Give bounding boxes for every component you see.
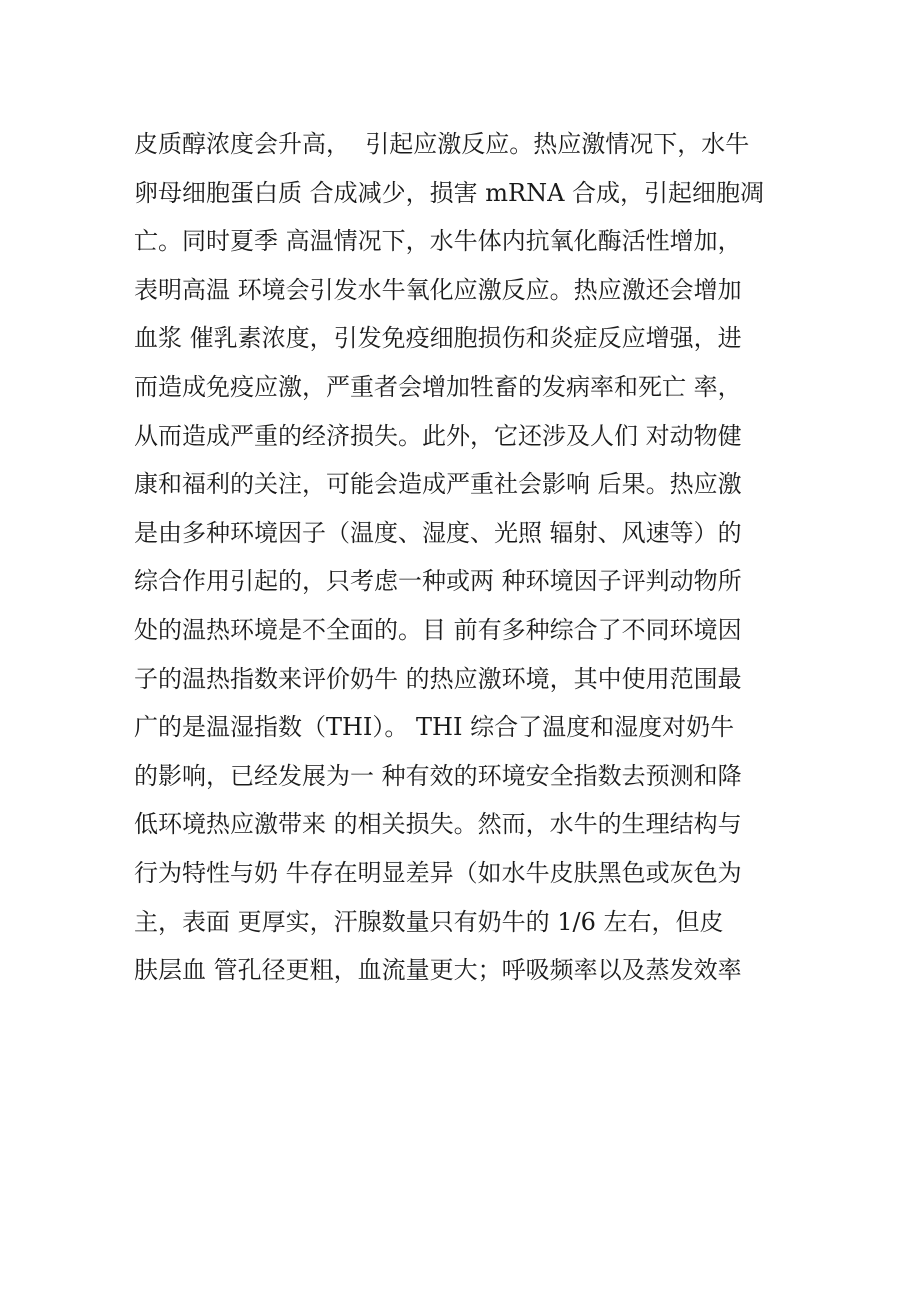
text-line: 广的是温湿指数（THI）。 THI 综合了温度和湿度对奶牛 bbox=[134, 713, 735, 742]
text-line: 低环境热应激带来 的相关损失。然而，水牛的生理结构与 bbox=[134, 810, 742, 839]
text-line: 综合作用引起的，只考虑一种或两 种环境因子评判动物所 bbox=[134, 567, 742, 596]
text-line: 皮质醇浓度会升高， 引起应激反应。热应激情况下，水牛 bbox=[134, 130, 750, 158]
text-line: 行为特性与奶 牛存在明显差异（如水牛皮肤黑色或灰色为 bbox=[134, 858, 742, 887]
text-line: 子的温热指数来评价奶牛 的热应激环境，其中使用范围最 bbox=[134, 664, 742, 693]
text-line: 康和福利的关注，可能会造成严重社会影响 后果。热应激 bbox=[134, 470, 742, 499]
text-line: 处的温热环境是不全面的。目 前有多种综合了不同环境因 bbox=[134, 615, 742, 644]
text-line: 卵母细胞蛋白质 合成减少，损害 mRNA 合成，引起细胞凋 bbox=[134, 178, 765, 207]
text-line: 肤层血 管孔径更粗，血流量更大；呼吸频率以及蒸发效率 bbox=[134, 956, 742, 985]
text-line: 表明高温 环境会引发水牛氧化应激反应。热应激还会增加 bbox=[134, 275, 742, 304]
text-line: 亡。同时夏季 高温情况下，水牛体内抗氧化酶活性增加， bbox=[134, 227, 742, 256]
text-line: 血浆 催乳素浓度，引发免疫细胞损伤和炎症反应增强，进 bbox=[134, 324, 742, 353]
text-line: 从而造成严重的经济损失。此外，它还涉及人们 对动物健 bbox=[134, 421, 742, 450]
body-paragraph bbox=[134, 120, 814, 995]
text-line: 是由多种环境因子（温度、湿度、光照 辐射、风速等）的 bbox=[134, 518, 742, 547]
text-line: 主，表面 更厚实，汗腺数量只有奶牛的 1/6 左右，但皮 bbox=[134, 907, 724, 936]
text-line: 的影响，已经发展为一 种有效的环境安全指数去预测和降 bbox=[134, 761, 742, 790]
text-line: 而造成免疫应激，严重者会增加牲畜的发病率和死亡 率， bbox=[134, 372, 742, 401]
